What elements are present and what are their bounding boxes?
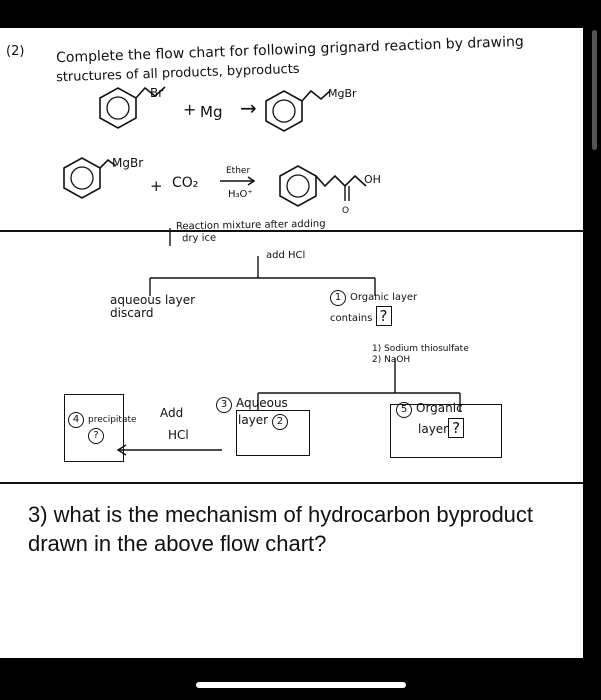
aqueous-layer-2-badge-2: 2 [272, 414, 288, 430]
organic-layer-2-badge: 5 [396, 402, 412, 418]
aqueous-layer-2-label: 3 Aqueous layer 2 [216, 396, 292, 430]
benzene-ring-4 [280, 166, 316, 206]
instruction-line-2: structures of all products, byproducts [55, 61, 300, 86]
carbonyl-oxygen-label: O [342, 206, 350, 216]
plus-sign-1: + [183, 100, 197, 119]
ether-condition: Ether [226, 166, 251, 176]
add-hcl-step-label: add HCl [266, 250, 306, 261]
question-divider [0, 482, 583, 484]
organic-layer-badge: 1 [330, 290, 346, 306]
precipitate-badge: 4 [68, 412, 84, 428]
precipitate-label: 4 precipitate ? [68, 412, 137, 444]
organic-layer-label: 1 Organic layer contains ? [330, 292, 418, 325]
reaction-arrow-1: → [240, 96, 257, 120]
chain-bond-2 [302, 91, 330, 101]
grignard-reactant-label: MgBr [112, 156, 144, 170]
reagent-list: 1) Sodium thiosulfate 2) NaOH [372, 344, 469, 365]
leaving-group-label: Br [150, 86, 164, 100]
reaction-1-drawing [0, 83, 583, 163]
flowchart-lines [0, 218, 583, 518]
add-hcl-label: Add HCl [160, 406, 189, 442]
reaction-mixture-label: Reaction mixture after adding dry ice [175, 218, 326, 245]
aqueous-layer-label: aqueous layer discard [110, 293, 196, 320]
worksheet-image [0, 28, 583, 658]
carbon-dioxide-label: CO₂ [172, 175, 199, 191]
organic-layer-unknown: ? [376, 306, 392, 326]
magnesium-label: Mg [200, 103, 223, 121]
instruction-line-1: Complete the flow chart for following grignard reaction by drawing [55, 33, 524, 67]
grignard-group-label: MgBr [328, 87, 357, 100]
scrollbar-thumb[interactable] [592, 30, 597, 150]
benzene-ring-3 [64, 158, 100, 198]
aqueous-layer-2-badge: 3 [216, 397, 232, 413]
precipitate-unknown: ? [88, 428, 104, 444]
product-chain [316, 176, 366, 186]
acid-workup-condition: H₃O⁺ [228, 189, 253, 200]
organic-layer-2-label: 5 Organic layer ? [396, 400, 464, 438]
problem-number: (2) [6, 44, 25, 59]
home-indicator[interactable] [196, 682, 406, 688]
benzene-ring-1 [100, 88, 136, 128]
reaction-2-drawing [0, 153, 583, 223]
question-text: 3) what is the mechanism of hydrocarbon byproduct drawn in the above flow chart? [28, 502, 534, 556]
plus-sign-2: + [150, 177, 163, 195]
organic-layer-2-unknown: ? [448, 418, 464, 438]
benzene-ring-2 [266, 91, 302, 131]
hydroxyl-label: OH [364, 173, 381, 186]
